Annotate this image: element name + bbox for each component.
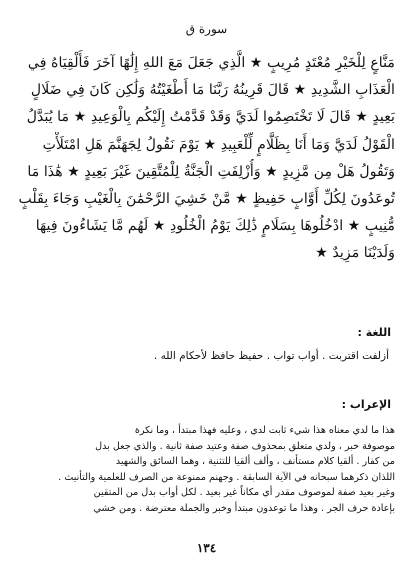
verse-line: بَعِيدٍ ★ قَالَ لَا تَخْتَصِمُوا لَدَيَّ وَقَدْ قَدَّمْتُ إِلَيْكُم بِالْوَعِيدِ ★ مَا يُبَدَّلُ <box>26 109 395 126</box>
verse-line: تُوعَدُونَ لِكُلِّ أَوَّابٍ حَفِيظٍ ★ مَّنْ خَشِيَ الرَّحْمَٰنَ بِالْغَيْبِ وَجَاءَ بِقَلْبٍ <box>18 191 395 208</box>
quran-verses <box>15 50 395 268</box>
verse-line: الْقَوْلُ لَدَيَّ وَمَا أَنَا بِظَلَّامٍ لِّلْعَبِيدِ ★ يَوْمَ نَقُولُ لِجَهَنَّمَ هَلِ امْتَلَأْتِ <box>42 136 395 153</box>
irab-line: وغير بعيد صفة لموصوف مقدر أي مكاناً غير بعيد . لكل أواب بدل من المتقين <box>93 487 395 499</box>
lugha-heading: اللغة : <box>357 326 391 339</box>
irab-line: هذا ما لدي معناه هذا شيء ثابت لدي ، وعليه فهذا مبتدأ ، وما نكرة <box>134 425 395 436</box>
irab-line: اللذان ذكرهما سبحانه في الآية السابقة . وجهنم ممنوعة من الصرف للعلمية والتأنيث . <box>58 471 395 483</box>
irab-line: موصوفة خبر ، ولدي متعلق بمحذوف صفة وعتيد صفة ثانية . والذي جعل بدل <box>95 440 395 452</box>
verse-line: مُّنِيبٍ ★ ادْخُلُوهَا بِسَلَامٍ ذَٰلِكَ يَوْمُ الْخُلُودِ ★ لَهُم مَّا يَشَاءُونَ فِيهَا <box>35 218 395 235</box>
page-number: ١٣٤ <box>196 541 217 555</box>
irab-text <box>17 423 395 517</box>
lugha-text: أزلفت اقتربت . أواب تواب . حفيظ حافظ لأحكام الله . <box>153 350 389 362</box>
verse-line: وَلَدَيْنَا مَزِيدٌ ★ <box>315 245 395 262</box>
surah-title: سورة ق <box>185 22 228 36</box>
irab-line: من كفار . ألقيا كلام مستأنف ، وألف ألقيا للتثنية ، وهما السائق والشهيد <box>115 456 395 468</box>
verse-line: الْعَذَابِ الشَّدِيدِ ★ قَالَ قَرِينُهُ رَبَّنَا مَا أَطْغَيْتُهُ وَلَٰكِن كَانَ فِي ضَلَالٍ <box>30 82 395 99</box>
verse-line: مَنَّاعٍ لِلْخَيْرِ مُعْتَدٍ مُرِيبٍ ★ الَّذِي جَعَلَ مَعَ اللهِ إِلَٰهًا آخَرَ فَأَلْقِيَاهُ فِي <box>27 55 395 71</box>
verse-line: وَتَقُولُ هَلْ مِن مَّزِيدٍ ★ وَأُزْلِفَتِ الْجَنَّةُ لِلْمُتَّقِينَ غَيْرَ بَعِيدٍ ★ هَٰذَا مَا <box>27 163 395 180</box>
irab-heading: الإعراب : <box>341 398 391 411</box>
irab-line: بإعادة حرف الجر . وهذا ما توعدون مبتدأ وخبر والجملة معترضة . ومن خشي <box>93 502 395 514</box>
